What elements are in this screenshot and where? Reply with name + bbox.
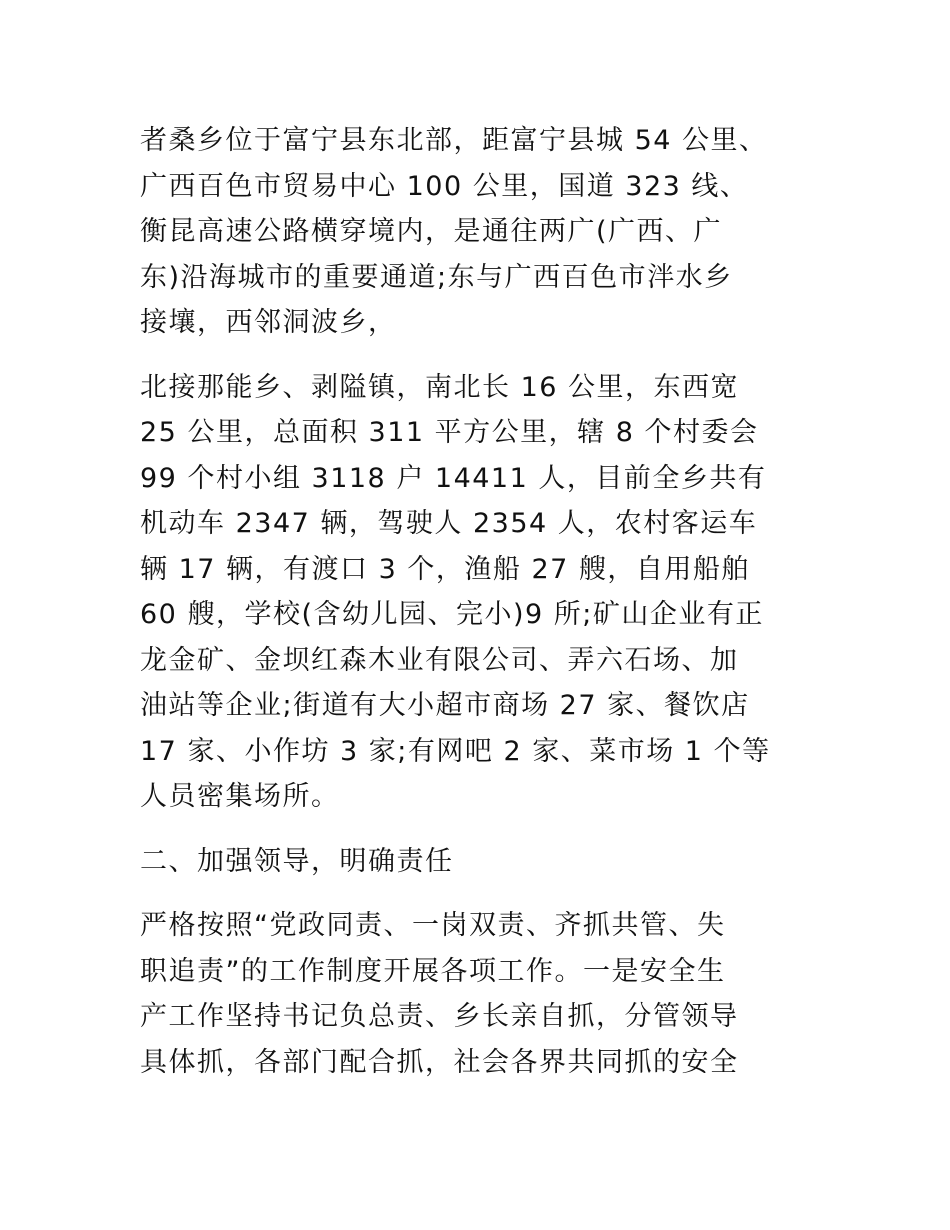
text-line: 具体抓，各部门配合抓，社会各界共同抓的安全 (140, 1046, 739, 1078)
text-line: 广西百色市贸易中心 100 公里，国道 323 线、 (140, 170, 749, 202)
text-line: 17 家、小作坊 3 家;有网吧 2 家、菜市场 1 个等 (140, 735, 771, 767)
text-line: 衡昆高速公路横穿境内，是通往两广(广西、广 (140, 216, 723, 247)
text-line: 严格按照“党政同责、一岗双责、齐抓共管、失 (140, 910, 726, 941)
text-line: 60 艘，学校(含幼儿园、完小)9 所;矿山企业有正 (140, 599, 764, 630)
paragraph-location (140, 118, 820, 346)
paragraph-statistics (140, 365, 820, 820)
text-line: 职追责”的工作制度开展各项工作。一是安全生 (140, 955, 726, 987)
text-line: 者桑乡位于富宁县东北部，距富宁县城 54 公里、 (140, 125, 768, 156)
text-line: 辆 17 辆，有渡口 3 个，渔船 27 艘，自用船舶 (140, 553, 750, 585)
paragraph-responsibility (140, 903, 820, 1085)
section-heading (140, 839, 820, 885)
heading-line: 二、加强领导，明确责任 (140, 845, 454, 877)
text-line: 机动车 2347 辆，驾驶人 2354 人，农村客运车 (140, 508, 758, 539)
text-line: 99 个村小组 3118 户 14411 人，目前全乡共有 (140, 462, 767, 494)
text-line: 油站等企业;街道有大小超市商场 27 家、餐饮店 (140, 690, 750, 721)
text-line: 东)沿海城市的重要通道;东与广西百色市泮水乡 (140, 261, 733, 293)
document-page (140, 118, 820, 1085)
text-line: 北接那能乡、剥隘镇，南北长 16 公里，东西宽 (140, 371, 740, 403)
text-line: 产工作坚持书记负总责、乡长亲自抓，分管领导 (140, 1001, 739, 1032)
text-line: 接壤，西邻洞波乡， (140, 307, 397, 338)
text-line: 人员密集场所。 (140, 781, 340, 812)
text-line: 龙金矿、金坝红森木业有限公司、弄六石场、加 (140, 644, 739, 676)
text-line: 25 公里，总面积 311 平方公里，辖 8 个村委会 (140, 417, 759, 448)
